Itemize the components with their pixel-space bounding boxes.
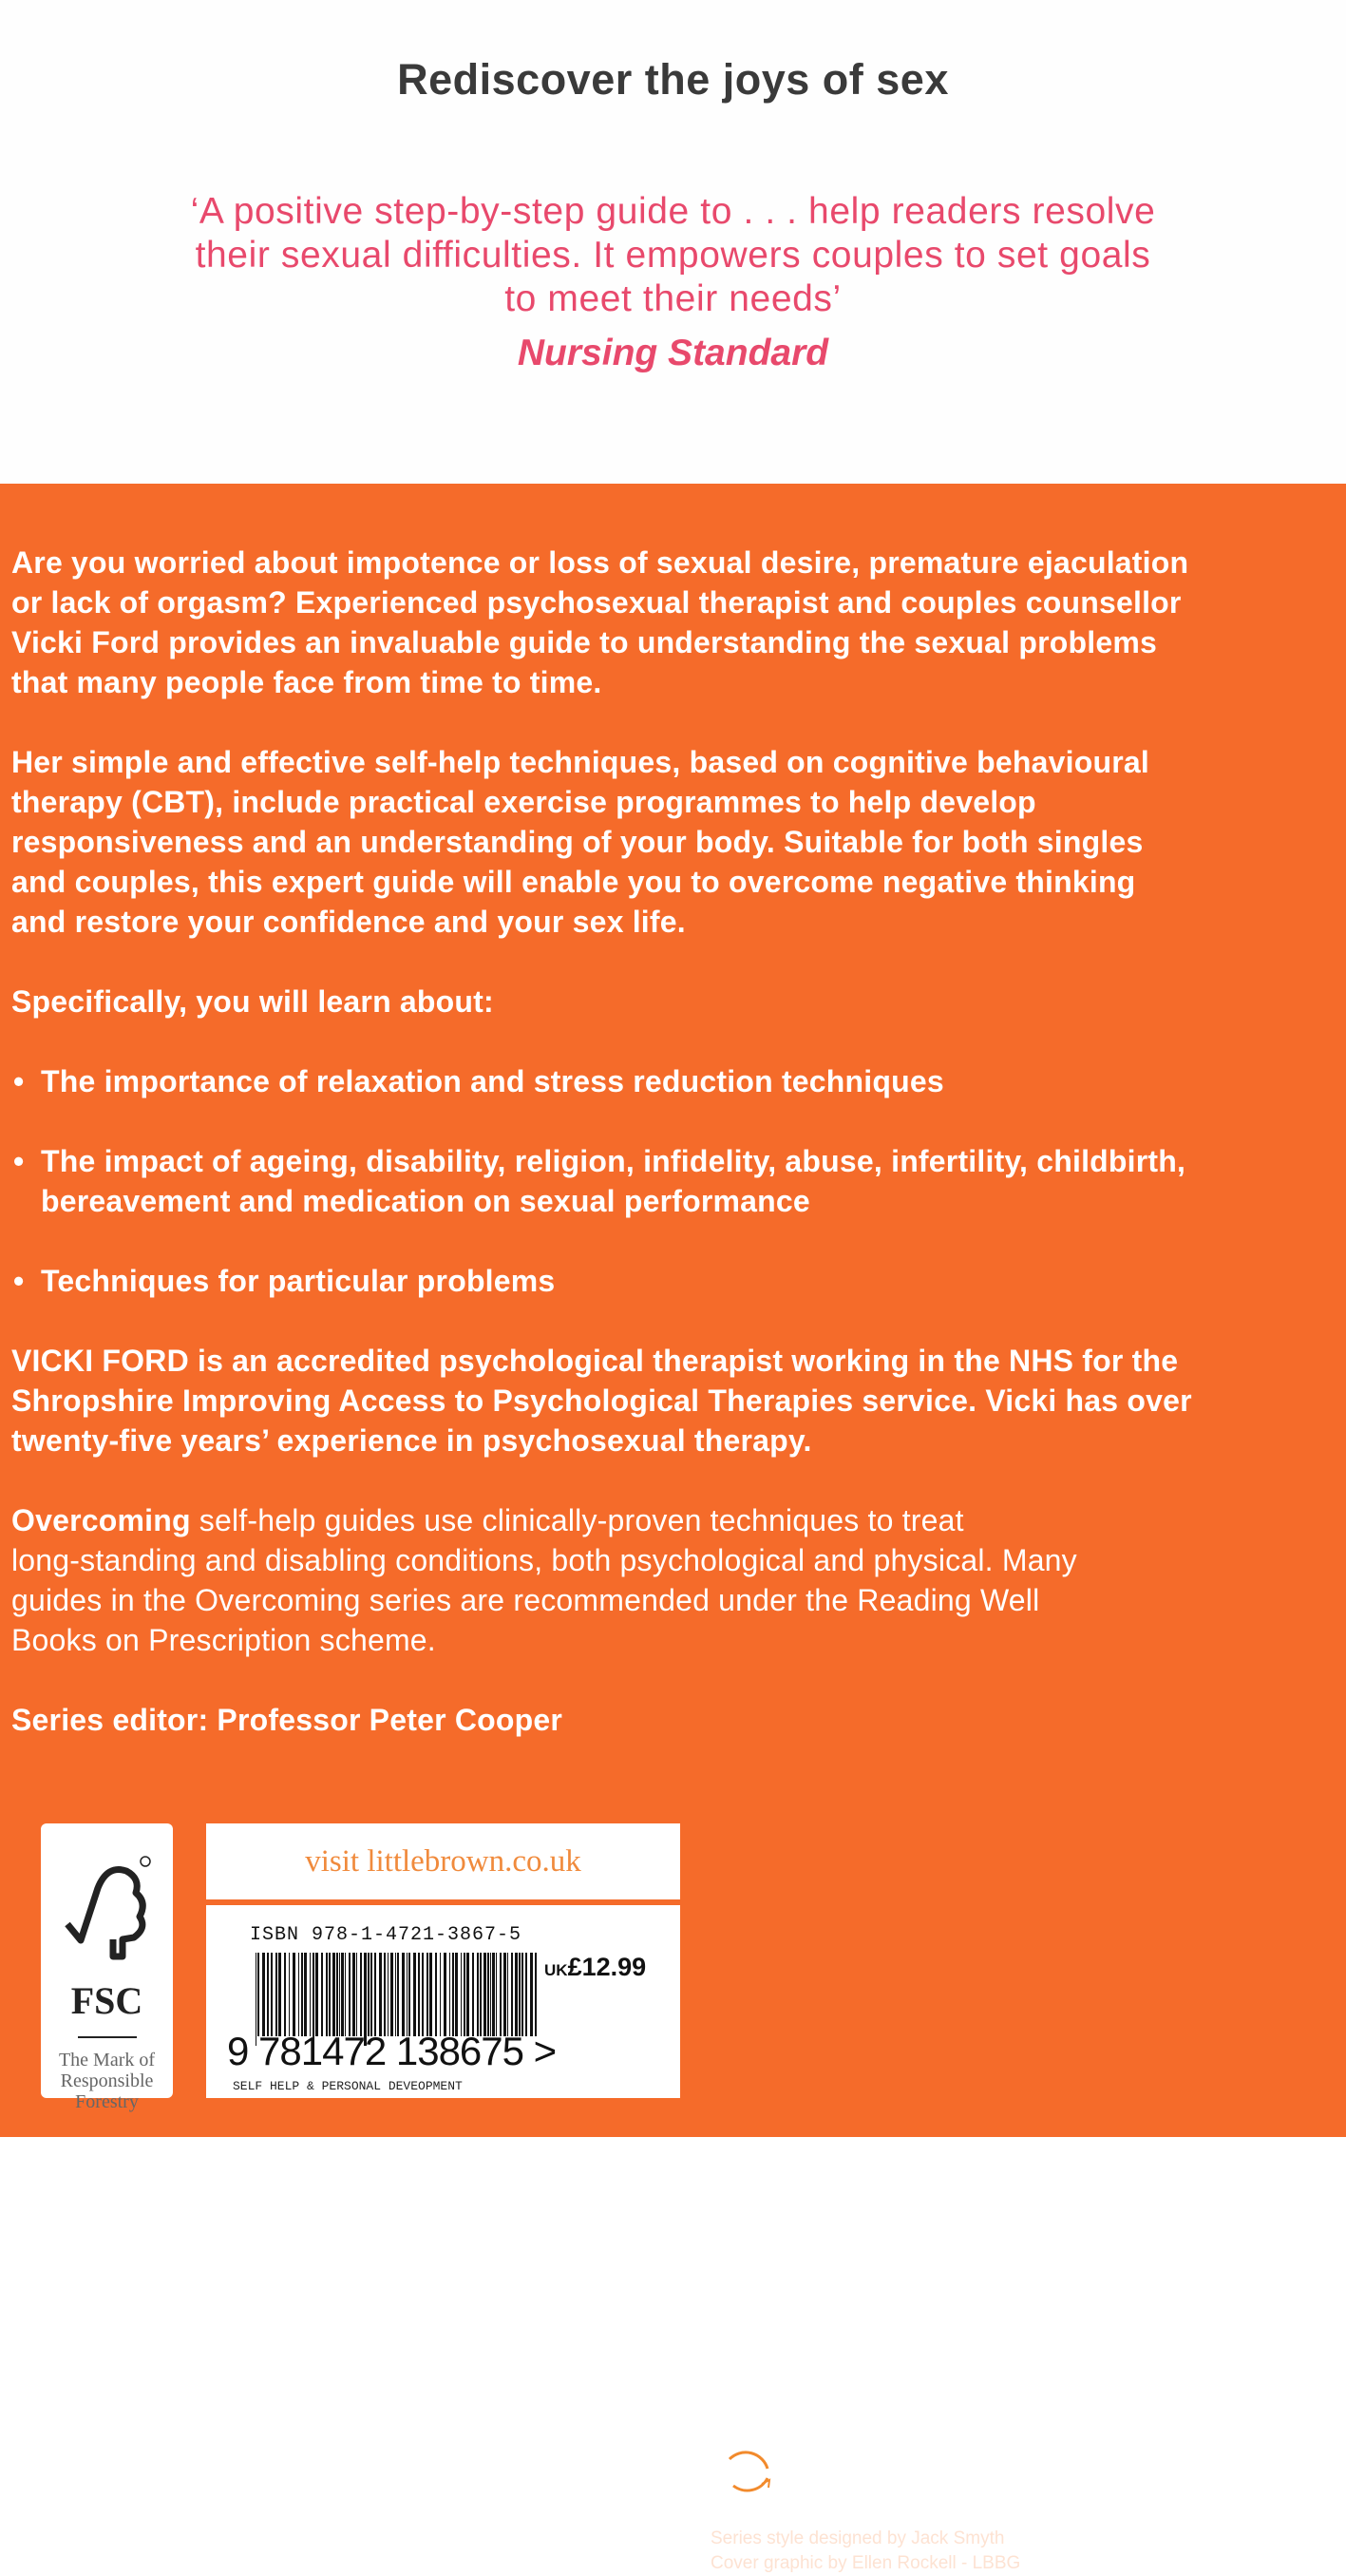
barcode-bar xyxy=(298,1953,299,2036)
publisher-website-link[interactable]: visit littlebrown.co.uk xyxy=(206,1823,680,1899)
barcode-bar xyxy=(503,1953,506,2036)
quote-attribution: Nursing Standard xyxy=(517,333,829,373)
barcode-bar xyxy=(374,1953,376,2036)
barcode-bar xyxy=(521,1953,523,2036)
text-line: therapy (CBT), include practical exercise programmes to help develop xyxy=(11,785,1036,819)
barcode-bar xyxy=(345,1953,346,2036)
barcode-bar xyxy=(321,1953,323,2036)
barcode-bar xyxy=(435,1953,437,2036)
text-line: Books on Prescription scheme. xyxy=(11,1623,436,1657)
barcode-bar xyxy=(293,1953,295,2036)
barcode-bar xyxy=(370,1953,372,2036)
text-line: or lack of orgasm? Experienced psychosexual therapist and couples counsellor xyxy=(11,585,1182,620)
barcode-bar xyxy=(352,1953,355,2036)
barcode-bar xyxy=(455,1953,458,2036)
barcode-bar xyxy=(480,1953,482,2036)
barcode-bar xyxy=(444,1953,446,2036)
text-line: IMPROVEMENT xyxy=(804,2448,953,2470)
barcode-bar xyxy=(339,1953,340,2036)
barcode-digits: 9 781472 138675 > xyxy=(227,2029,557,2073)
barcode-bar xyxy=(271,1953,273,2036)
text-line: guides in the Overcoming series are recommended under the Reading Well xyxy=(11,1583,1040,1617)
text-line: that many people face from time to time. xyxy=(11,665,602,699)
barcode-bar xyxy=(500,1953,502,2036)
improvement-zone-link[interactable] xyxy=(804,2449,952,2490)
text-line: Vicki Ford provides an invaluable guide to understanding the sexual problems xyxy=(11,625,1157,659)
text-line: ZONE.co.uk xyxy=(804,2469,918,2490)
barcode-bar xyxy=(360,1953,362,2036)
fsc-tagline xyxy=(41,2050,173,2112)
author-bio xyxy=(11,1341,1337,1460)
text-line: The Mark of xyxy=(58,2050,156,2070)
barcode-bar xyxy=(336,1953,338,2036)
barcode-bar xyxy=(332,1953,335,2036)
series-editor: Series editor: Professor Peter Cooper xyxy=(11,1703,563,1737)
text-line: twenty-five years’ experience in psychosexual therapy. xyxy=(11,1423,812,1458)
barcode-bar xyxy=(407,1953,408,2036)
barcode-bar xyxy=(402,1953,405,2036)
barcode-bar xyxy=(278,1953,281,2036)
fsc-name: FSC xyxy=(70,1979,143,2022)
barcode-bar xyxy=(483,1953,486,2036)
orange-blurb-panel xyxy=(0,484,1346,2573)
barcode-bar xyxy=(326,1953,328,2036)
barcode-bar xyxy=(395,1953,396,2036)
text-line: Cover graphic by Ellen Rockell - LBBG xyxy=(711,2553,1021,2573)
barcode-bar xyxy=(461,1953,462,2036)
barcode-bar xyxy=(304,1953,307,2036)
barcode-bar xyxy=(379,1953,382,2036)
barcode-bar xyxy=(487,1953,489,2036)
barcode-bar xyxy=(511,1953,513,2036)
blurb-text xyxy=(11,543,1337,1780)
design-credits xyxy=(711,2527,1020,2576)
barcode-bar xyxy=(408,1953,410,2036)
bullet-item xyxy=(11,1261,1337,1301)
barcode-bar xyxy=(368,1953,370,2036)
text-line: Shropshire Improving Access to Psychological Therapies service. Vicki has over xyxy=(11,1383,1192,1418)
barcode-bar xyxy=(535,1953,537,2036)
bullet-item xyxy=(11,1141,1337,1221)
text-line: responsiveness and an understanding of your body. Suitable for both singles xyxy=(11,825,1144,859)
text-line: Responsible xyxy=(60,2070,154,2091)
barcode-bar xyxy=(341,1953,344,2036)
text-line: bereavement and medication on sexual performance xyxy=(41,1184,810,1218)
barcode-bar xyxy=(262,1953,265,2036)
bullet-icon: • xyxy=(13,1264,25,1298)
barcode-bar xyxy=(289,1953,290,2036)
barcode-bar xyxy=(429,1953,432,2036)
bullet-icon: • xyxy=(13,1064,25,1098)
barcode-bar xyxy=(440,1953,441,2036)
barcode-bar xyxy=(490,1953,491,2036)
barcode-bar xyxy=(310,1953,311,2036)
barcode-bar xyxy=(301,1953,303,2036)
techniques-paragraph xyxy=(11,742,1337,942)
barcode-bar xyxy=(349,1953,351,2036)
tagline-title: Rediscover the joys of sex xyxy=(397,55,949,104)
price xyxy=(544,1953,646,1982)
barcode-bar xyxy=(496,1953,497,2036)
barcode-bar xyxy=(525,1953,527,2036)
text-line: Techniques for particular problems xyxy=(41,1264,556,1298)
barcode-bar xyxy=(492,1953,495,2036)
text-line: long-standing and disabling conditions, both psychological and physical. Many xyxy=(11,1543,1077,1577)
barcode-bar xyxy=(422,1953,424,2036)
barcode-bar xyxy=(507,1953,508,2036)
barcode-bar xyxy=(449,1953,450,2036)
barcode-bar xyxy=(315,1953,318,2036)
bullet-icon: • xyxy=(13,1144,25,1178)
text-line: VICKI FORD is an accredited psychological therapist working in the NHS for the xyxy=(11,1344,1179,1378)
text-line: Are you worried about impotence or loss of sexual desire, premature ejaculation xyxy=(11,545,1189,580)
text-line: and restore your confidence and your sex life. xyxy=(11,905,686,939)
isbn: ISBN 978-1-4721-3867-5 xyxy=(250,1924,522,1946)
barcode-bar xyxy=(329,1953,331,2036)
quote-line: to meet their needs’ xyxy=(504,278,842,319)
series-brand: Overcoming xyxy=(11,1503,191,1537)
barcode-bar xyxy=(515,1953,518,2036)
text-line: self-help guides use clinically-proven techniques to treat xyxy=(190,1503,964,1537)
fsc-logo xyxy=(41,1823,173,2112)
fsc-tree-icon xyxy=(60,1850,155,1974)
barcode-bar xyxy=(275,1953,277,2036)
quote-line: ‘A positive step-by-step guide to . . . help readers resolve xyxy=(190,191,1156,232)
barcode-bar xyxy=(427,1953,428,2036)
barcode-bar xyxy=(356,1953,357,2036)
text-line: The importance of relaxation and stress reduction techniques xyxy=(41,1064,944,1098)
barcode-bar xyxy=(284,1953,286,2036)
barcode-bar xyxy=(530,1953,533,2036)
price-prefix: UK xyxy=(544,1961,568,1979)
barcode-bar xyxy=(466,1953,469,2036)
barcode-bar xyxy=(477,1953,479,2036)
barcode-bar xyxy=(464,1953,465,2036)
review-quote xyxy=(0,190,1346,321)
barcode-bar xyxy=(257,1953,259,2036)
improvement-zone-logo-icon xyxy=(709,2431,788,2510)
text-line: The impact of ageing, disability, religion, infidelity, abuse, infertility, childbirth, xyxy=(41,1144,1186,1178)
text-line: Forestry xyxy=(75,2091,139,2112)
barcode-panel xyxy=(206,1905,680,2098)
intro-paragraph xyxy=(11,543,1337,702)
text-line: and couples, this expert guide will enable you to overcome negative thinking xyxy=(11,865,1136,899)
barcode-bar xyxy=(384,1953,386,2036)
bullet-item xyxy=(11,1061,1337,1101)
text-line: Series style designed by Jack Smyth xyxy=(711,2528,1005,2548)
series-description xyxy=(11,1500,1337,1660)
barcode-bar xyxy=(267,1953,269,2036)
barcode-bar xyxy=(397,1953,399,2036)
barcode-bar xyxy=(472,1953,474,2036)
barcode-bar xyxy=(388,1953,389,2036)
white-header-panel xyxy=(0,0,1346,484)
price-value: £12.99 xyxy=(567,1953,647,1981)
barcode-bar xyxy=(418,1953,420,2036)
book-category: SELF HELP & PERSONAL DEVEOPMENT xyxy=(233,2079,463,2093)
barcode-bar xyxy=(390,1953,393,2036)
quote-line: their sexual difficulties. It empowers couples to set goals xyxy=(195,235,1151,276)
divider xyxy=(78,2036,137,2038)
barcode-bar xyxy=(519,1953,521,2036)
learn-intro: Specifically, you will learn about: xyxy=(11,984,494,1019)
text-line: Her simple and effective self-help techniques, based on cognitive behavioural xyxy=(11,745,1149,779)
barcode-bar xyxy=(452,1953,454,2036)
barcode-bar xyxy=(413,1953,416,2036)
